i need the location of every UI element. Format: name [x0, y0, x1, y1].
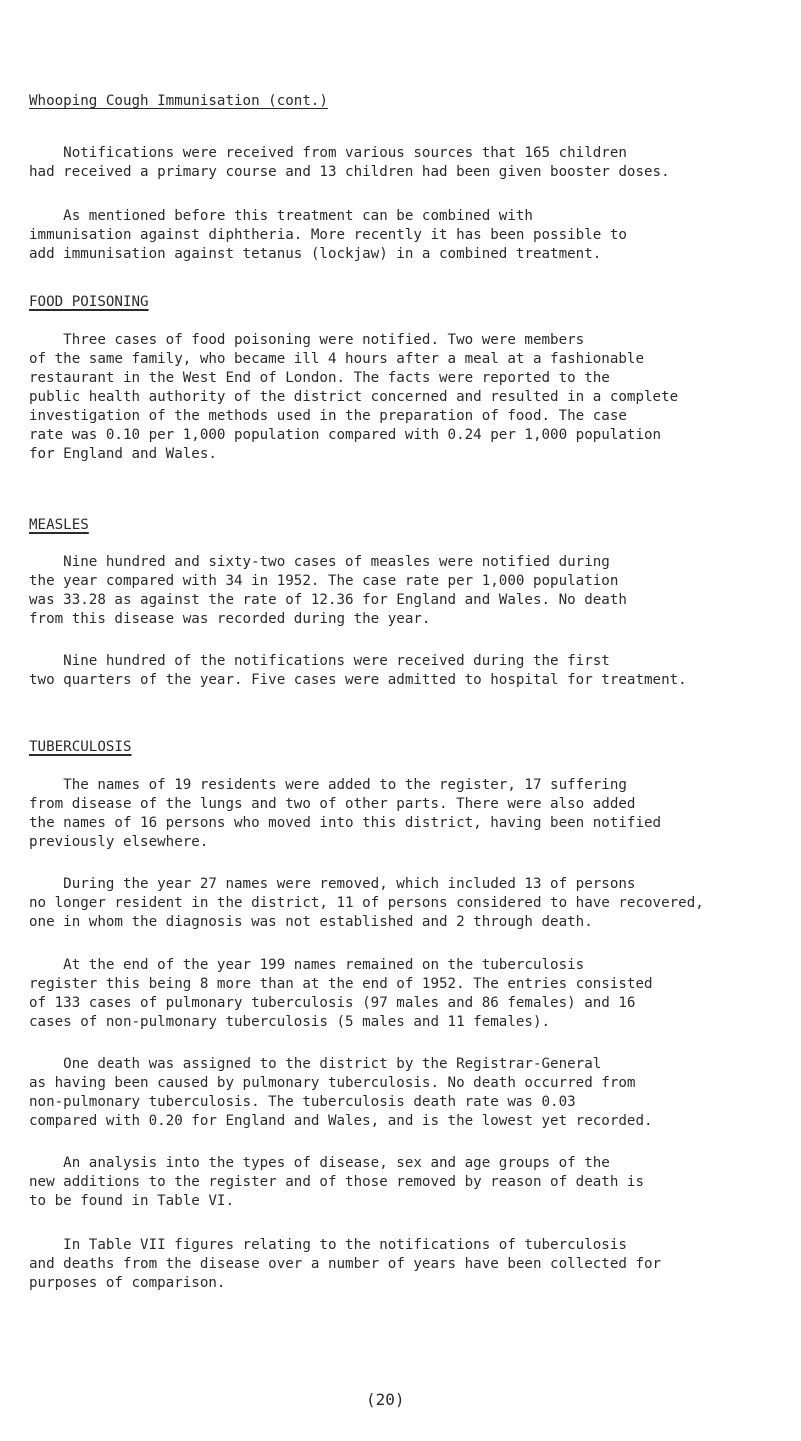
- paragraph: One death was assigned to the district by the Registrar-General as having been caused by pulmonary tuberculosis. No death occurred from non-pulmonary tuberculosis. The tuberculosis death rate was 0.03 compared with 0.20 for England and Wales, and is the lowest yet recorded.: [29, 1056, 653, 1129]
- paragraph: Nine hundred of the notifications were received during the first two quarters of the year. Five cases were admitted to hospital for treatment.: [29, 653, 687, 688]
- paragraph: Three cases of food poisoning were notified. Two were members of the same family, who became ill 4 hours after a meal at a fashionable restaurant in the West End of London. The facts were reported to the public health authority of the district concerned and resulted in a complete investigation of the methods used in the preparation of food. The case rate was 0.10 per 1,000 population compared with 0.24 per 1,000 population for England and Wales.: [29, 332, 679, 462]
- section-heading-food-poisoning: FOOD POISONING: [29, 294, 149, 310]
- section-heading-tuberculosis: TUBERCULOSIS: [29, 739, 132, 755]
- paragraph: As mentioned before this treatment can be combined with immunisation against diphtheria. More recently it has been possible to add immunisation against tetanus (lockjaw) in a combined treatment.: [29, 208, 627, 262]
- section-heading-measles: MEASLES: [29, 517, 89, 533]
- paragraph: During the year 27 names were removed, which included 13 of persons no longer resident in the district, 11 of persons considered to have recovered, one in whom the diagnosis was not established and 2 through death.: [29, 876, 704, 930]
- paragraph: Notifications were received from various sources that 165 children had received a primary course and 13 children had been given booster doses.: [29, 145, 670, 180]
- paragraph: In Table VII figures relating to the notifications of tuberculosis and deaths from the disease over a number of years have been collected for purposes of comparison.: [29, 1237, 662, 1291]
- page-header: Whooping Cough Immunisation (cont.): [29, 93, 328, 109]
- paragraph: An analysis into the types of disease, sex and age groups of the new additions to the register and of those removed by reason of death is to be found in Table VI.: [29, 1155, 644, 1209]
- paragraph: Nine hundred and sixty-two cases of measles were notified during the year compared with 34 in 1952. The case rate per 1,000 population was 33.28 as against the rate of 12.36 for England and Wales. No death from this disease was recorded during the year.: [29, 554, 627, 627]
- paragraph: At the end of the year 199 names remained on the tuberculosis register this being 8 more than at the end of 1952. The entries consisted of 133 cases of pulmonary tuberculosis (97 males and 86 females) and 16 cases of non-pulmonary tuberculosis (5 males and 11 females).: [29, 957, 653, 1030]
- page-number: (20): [366, 1390, 405, 1409]
- paragraph: The names of 19 residents were added to the register, 17 suffering from disease of the lungs and two of other parts. There were also added the names of 16 persons who moved into this district, having been notified previously elsewhere.: [29, 777, 662, 850]
